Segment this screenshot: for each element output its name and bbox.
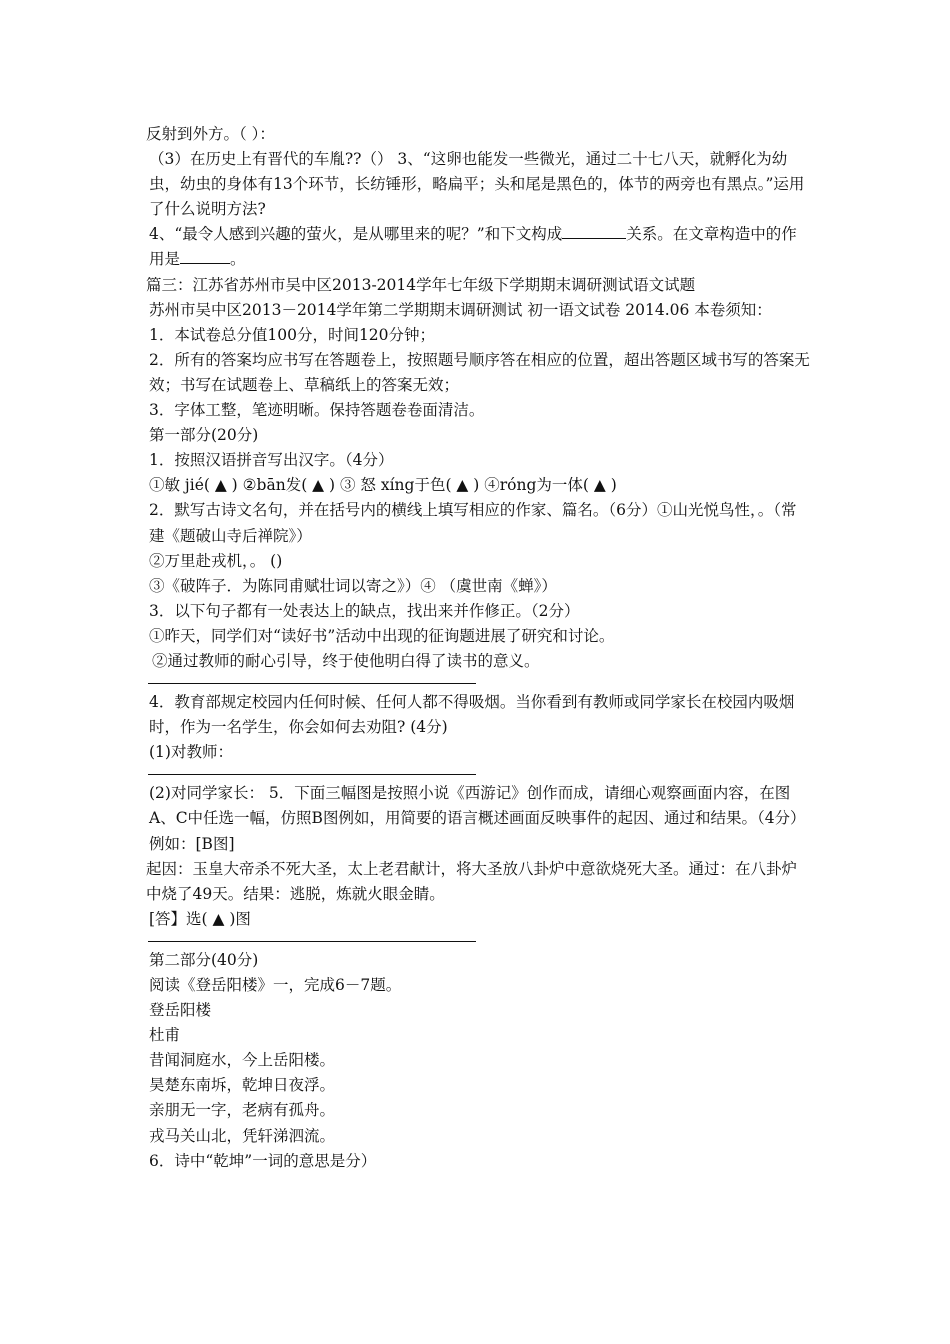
question-4-part-1: (1)对教师： [149, 743, 233, 762]
part-one-heading: 第一部分(20分) [149, 426, 259, 445]
poem-line: 戎马关山北，凭轩涕泗流。 [149, 1126, 336, 1145]
poem-title: 登岳阳楼 [149, 1001, 212, 1020]
instruction-2: 2．所有的答案均应书写在答题卷上，按照题号顺序答在相应的位置，超出答题区域书写的答案无效；书写在试题卷上、草稿纸上的答案无效； [149, 350, 810, 394]
answer-line [148, 774, 476, 775]
question-3: 3．以下句子都有一处表达上的缺点，找出来并作修正。（2分） [149, 601, 580, 620]
poem-line: 昊楚东南坼，乾坤日夜浮。 [149, 1076, 336, 1095]
question-2-item: ②万里赴戎机，。 () [149, 551, 283, 570]
question-4-text: 4、“最令人感到兴趣的萤火，是从哪里来的呢？”和下文构成 关系。在文章构造中的作用是 。 [146, 222, 810, 272]
question-3-text: （3）在历史上有晋代的车胤??（） 3、“这卵也能发一些微光，通过二十七八天，就孵化为幼虫，幼虫的身体有13个环节，长纺锤形，略扁平；头和尾是黑色的，体节的两旁也有黑点。”运用了什么说明方法? [149, 150, 805, 219]
question-5: (2)对同学家长： 5．下面三幅图是按照小说《西游记》创作而成，请细心观察画面内容，在图A、C中任选一幅，仿照B图例如，用简要的语言概述画面反映事件的起因、通过和结果。（4分） [149, 784, 806, 828]
example-text: 起因：玉皇大帝杀不死大圣，太上老君献计，将大圣放八卦炉中意欲烧死大圣。通过：在八卦炉中烧了49天。结果：逃脱，炼就火眼金睛。 [146, 859, 798, 903]
answer-choice: [答】选( ▲ )图 [149, 909, 251, 928]
document-body [146, 122, 810, 1174]
question-6: 6．诗中“乾坤”一词的意思是分） [149, 1151, 377, 1170]
question-1-items: ①敏 jié( ▲ ) ②bān发( ▲ ) ③ 怒 xíng于色( ▲ ) ④róng为一体( ▲ ) [149, 476, 617, 495]
part-two-heading: 第二部分(40分) [149, 950, 259, 969]
question-2: 2．默写古诗文名句，并在括号内的横线上填写相应的作家、篇名。（6分）①山光悦鸟性，。（常建《题破山寺后禅院》） [149, 501, 797, 545]
poem-author: 杜甫 [149, 1026, 181, 1045]
question-1: 1．按照汉语拼音写出汉字。（4分） [149, 451, 394, 470]
answer-blank [180, 248, 230, 265]
text-line: 反射到外方。（ ）： [146, 125, 275, 143]
question-3-item: ①昨天，同学们对“读好书”活动中出现的征询题进展了研究和讨论。 [149, 626, 615, 645]
answer-line [148, 941, 476, 942]
section-title: 篇三：江苏省苏州市吴中区2013-2014学年七年级下学期期末调研测试语文试题 [146, 275, 696, 294]
instruction-1: 1．本试卷总分值100分，时间120分钟； [149, 325, 436, 344]
poem-line: 昔闻洞庭水，今上岳阳楼。 [149, 1051, 336, 1070]
question-3-item: ②通过教师的耐心引导，终于使他明白得了读书的意义。 [152, 651, 540, 670]
exam-header: 苏州市吴中区2013－2014学年第二学期期末调研测试 初一语文试卷 2014.06 本卷须知： [149, 300, 772, 319]
example-label: 例如：[B图] [149, 834, 235, 853]
reading-instruction: 阅读《登岳阳楼》一，完成6－7题。 [149, 976, 402, 994]
poem-line: 亲朋无一字，老病有孤舟。 [149, 1101, 336, 1120]
instruction-3: 3．字体工整，笔迹明晰。保持答题卷卷面清洁。 [149, 401, 485, 420]
answer-blank [562, 223, 626, 240]
question-2-item: ③《破阵子．为陈同甫赋壮词以寄之》）④ （虞世南《蝉》） [149, 576, 557, 595]
question-4: 4．教育部规定校园内任何时候、任何人都不得吸烟。当你看到有教师或同学家长在校园内吸烟时，作为一名学生，你会如何去劝阻? (4分) [149, 693, 795, 737]
answer-line [148, 683, 476, 684]
